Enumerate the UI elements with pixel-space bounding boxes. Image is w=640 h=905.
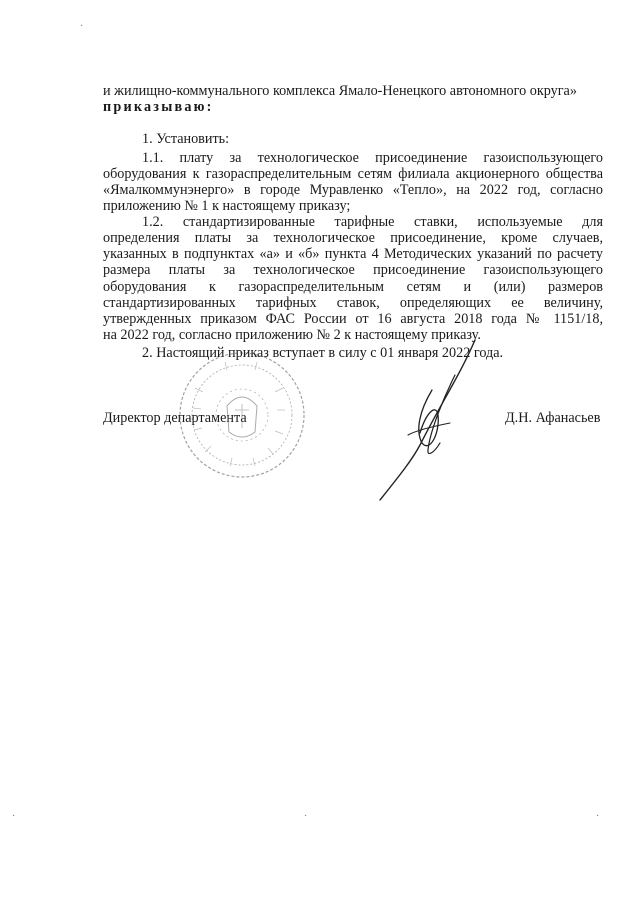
scan-speck: · (80, 21, 84, 32)
item1-2-line: определения платы за технологическое присоединение, кроме случаев, (103, 230, 603, 246)
scan-speck: · (596, 811, 600, 822)
item1-1-line: «Ямалкоммунэнерго» в городе Муравленко «Тепло», на 2022 год, согласно (103, 182, 603, 198)
order-word: приказываю: (103, 99, 214, 115)
official-stamp (175, 348, 310, 483)
item1-1-line: оборудования к газораспределительным сетям филиала акционерного общества (103, 166, 603, 182)
item1-2-line: указанных в подпунктах «а» и «б» пункта 4 Методических указаний по расчету (103, 246, 603, 262)
item1-1-line: 1.1. плату за технологическое присоединение газоиспользующего (142, 150, 603, 166)
item1-2-line: на 2022 год, согласно приложению № 2 к настоящему приказу. (103, 327, 481, 343)
handwritten-signature (360, 335, 510, 505)
item1-2-line: стандартизированных тарифных ставок, определяющих ее величину, (103, 295, 603, 311)
item2-line: 2. Настоящий приказ вступает в силу с 01 января 2022 года. (142, 345, 504, 361)
item1-2-line: утвержденных приказом ФАС России от 16 августа 2018 года № 1151/18, (103, 311, 603, 327)
preamble-line: и жилищно-коммунального комплекса Ямало-Ненецкого автономного округа» (103, 83, 577, 99)
item1-2-line: размера платы за технологическое присоединение газоиспользующего (103, 262, 603, 278)
item1-1-line: приложению № 1 к настоящему приказу; (103, 198, 351, 214)
item1-heading: 1. Установить: (142, 131, 230, 147)
item1-2-line: оборудования к газораспределительным сетям и (или) размеров (103, 279, 603, 295)
item1-2-line: 1.2. стандартизированные тарифные ставки, используемые для (142, 214, 603, 230)
scan-speck: · (304, 811, 308, 822)
scan-speck: · (12, 811, 16, 822)
signature-title: Директор департамента (103, 410, 247, 426)
signature-name: Д.Н. Афанасьев (505, 410, 601, 426)
